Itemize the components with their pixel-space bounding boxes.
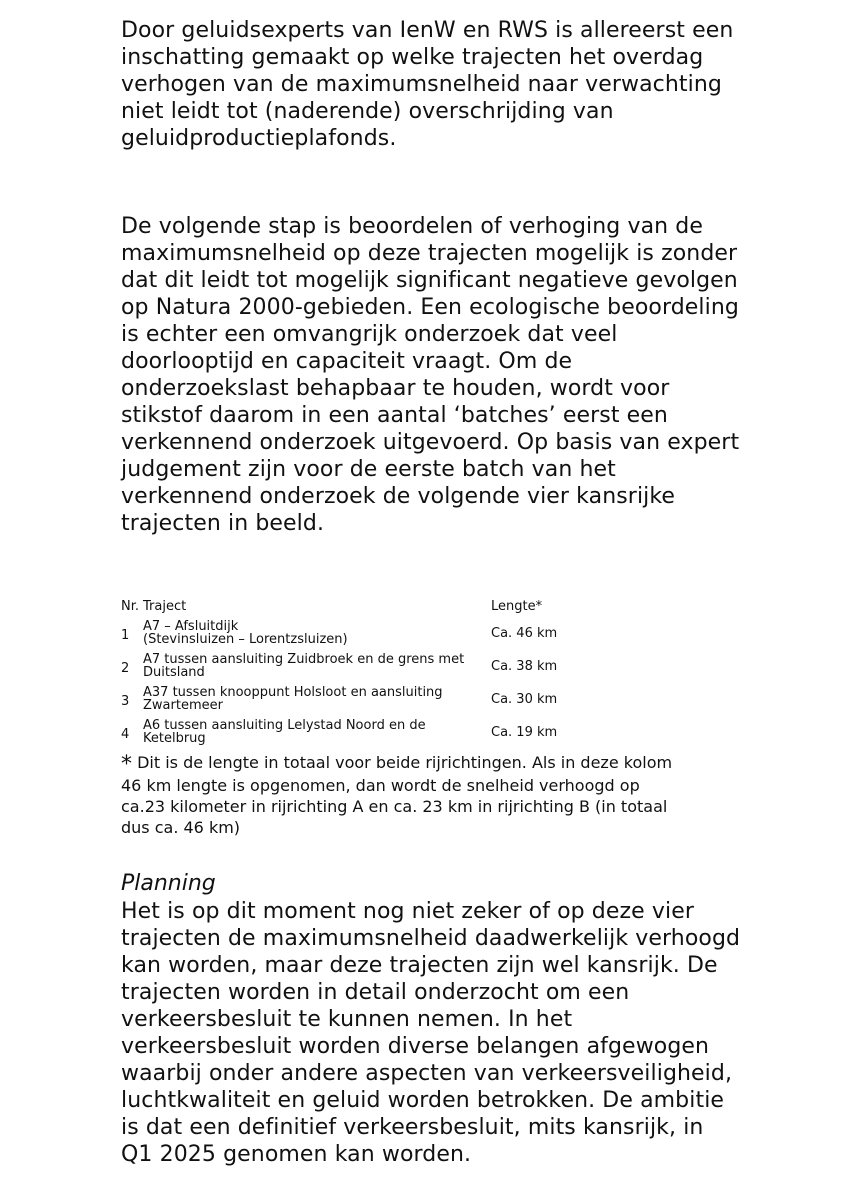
table-footnote [121, 752, 681, 838]
footnote-marker: * [121, 752, 132, 777]
header-traject: Traject [143, 599, 187, 614]
table-row [121, 653, 721, 685]
next-step-paragraph: De volgende stap is beoordelen of verhoging van de maximumsnelheid op deze trajecten mogelijk is zonder dat dit leidt tot mogelijk significant negatieve gevolgen op Natura 2000-gebieden. Een ecologische beoordeling is echter een omvangrijk onderzoek dat veel doorlooptijd en capaciteit vraagt. Om de onderzoekslast behapbaar te houden, wordt voor stikstof daarom in een aantal ‘batches’ eerst een verkennend onderzoek uitgevoerd. Op basis van expert judgement zijn voor de eerste batch van het verkennend onderzoek de volgende vier kansrijke trajecten in beeld. [121, 214, 740, 536]
row-traject: A7 – Afsluitdijk (Stevinsluizen – Lorentzsluizen) [143, 619, 348, 647]
planning-heading: Planning [121, 871, 216, 896]
header-nr: Nr. [121, 599, 140, 614]
row-traject: A7 tussen aansluiting Zuidbroek en de grens met Duitsland [143, 652, 465, 680]
planning-paragraph: Het is op dit moment nog niet zeker of op deze vier trajecten de maximumsnelheid daadwerkelijk verhoogd kan worden, maar deze trajecten zijn wel kansrijk. De trajecten worden in detail onderzocht om een verkeersbesluit te kunnen nemen. In het verkeersbesluit worden diverse belangen afgewogen waarbij onder andere aspecten van verkeersveiligheid, luchtkwaliteit en geluid worden betrokken. De ambitie is dat een definitief verkeersbesluit, mits kansrijk, in Q1 2025 genomen kan worden. [121, 899, 741, 1167]
table-row [121, 686, 721, 718]
row-traject: A6 tussen aansluiting Lelystad Noord en de Ketelbrug [143, 718, 426, 746]
row-lengte: Ca. 38 km [491, 659, 558, 674]
row-lengte: Ca. 30 km [491, 692, 558, 707]
row-lengte: Ca. 46 km [491, 626, 558, 641]
table-row [121, 620, 721, 652]
row-nr: 1 [121, 628, 130, 643]
header-lengte: Lengte* [491, 599, 543, 614]
table-row [121, 719, 721, 751]
intro-paragraph: Door geluidsexperts van IenW en RWS is allereerst een inschatting gemaakt op welke trajecten het overdag verhogen van de maximumsnelheid naar verwachting niet leidt tot (naderende) overschrijding van geluidproductieplafonds. [121, 18, 734, 151]
row-nr: 2 [121, 661, 130, 676]
row-traject: A37 tussen knooppunt Holsloot en aansluiting Zwartemeer [143, 685, 443, 713]
table-header [121, 600, 721, 616]
row-lengte: Ca. 19 km [491, 725, 558, 740]
row-nr: 4 [121, 727, 130, 742]
footnote-text: Dit is de lengte in totaal voor beide rijrichtingen. Als in deze kolom 46 km lengte is opgenomen, dan wordt de snelheid verhoogd op ca.23 kilometer in rijrichting A en ca. 23 km in rijrichting B (in totaal dus ca. 46 km) [121, 753, 673, 837]
row-nr: 3 [121, 694, 130, 709]
